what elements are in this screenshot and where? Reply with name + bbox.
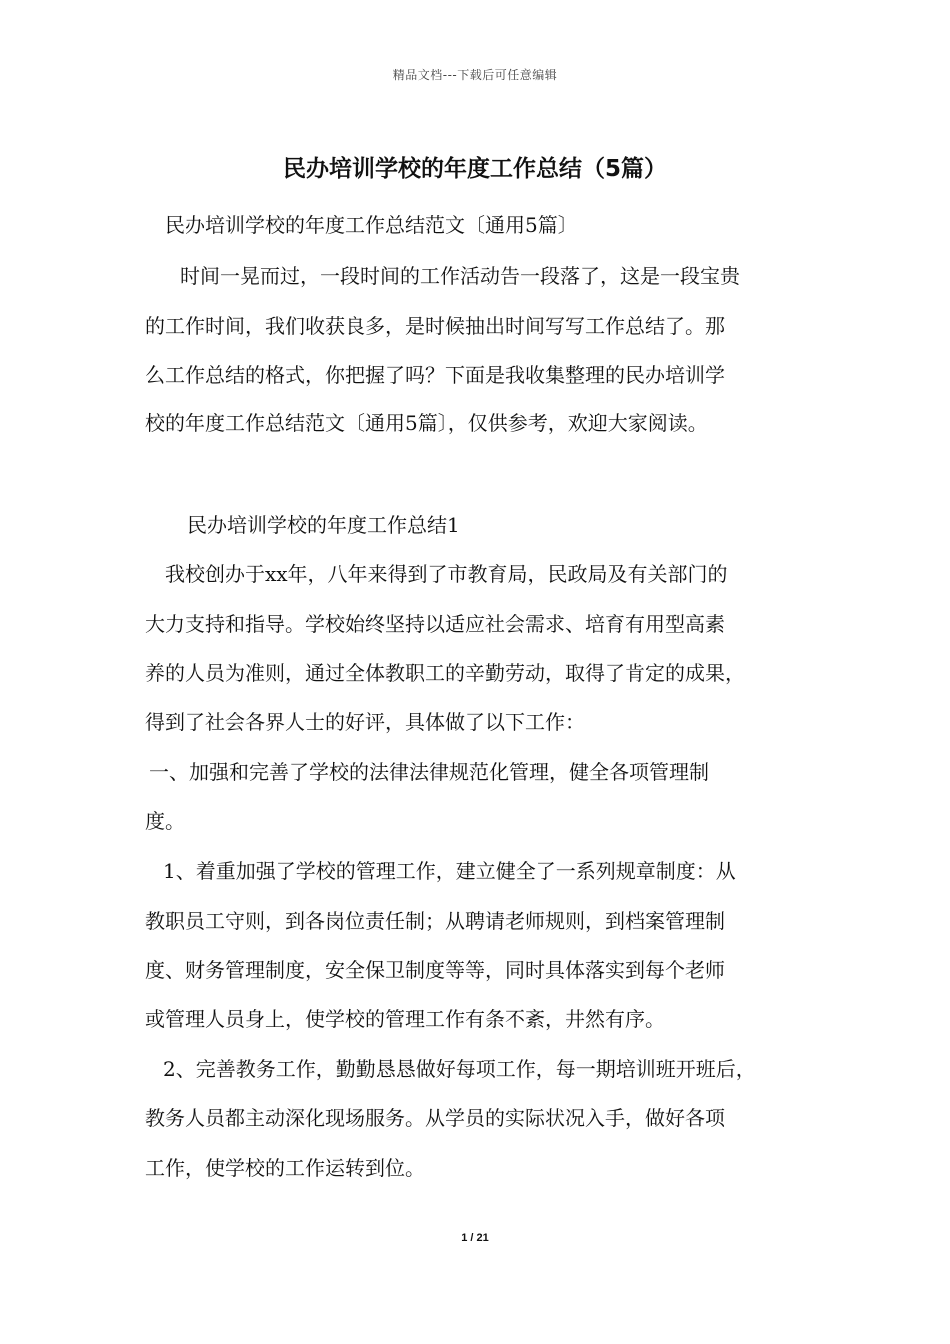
intro-line: 么工作总结的格式，你把握了吗？下面是我收集整理的民办培训学 <box>145 363 725 387</box>
page-number: 1 / 21 <box>461 1232 489 1244</box>
item-line: 工作，使学校的工作运转到位。 <box>145 1156 425 1180</box>
intro-line: 时间一晃而过，一段时间的工作活动告一段落了，这是一段宝贵 <box>180 264 740 288</box>
paragraph-line: 我校创办于xx年，八年来得到了市教育局，民政局及有关部门的 <box>165 562 728 586</box>
document-subtitle: 民办培训学校的年度工作总结范文〔通用5篇〕 <box>165 213 578 237</box>
point-line: 一、加强和完善了学校的法律法律规范化管理，健全各项管理制 <box>149 760 709 784</box>
intro-line: 校的年度工作总结范文〔通用5篇〕，仅供参考，欢迎大家阅读。 <box>145 411 708 435</box>
item-line: 2、完善教务工作，勤勤恳恳做好每项工作，每一期培训班开班后， <box>163 1057 756 1081</box>
section-heading: 民办培训学校的年度工作总结1 <box>187 513 460 537</box>
point-line: 度。 <box>145 809 185 833</box>
item-line: 1、着重加强了学校的管理工作，建立健全了一系列规章制度：从 <box>163 859 736 883</box>
paragraph-line: 养的人员为准则，通过全体教职工的辛勤劳动，取得了肯定的成果， <box>145 661 745 685</box>
paragraph-line: 大力支持和指导。学校始终坚持以适应社会需求、培育有用型高素 <box>145 612 725 636</box>
item-line: 或管理人员身上，使学校的管理工作有条不紊，井然有序。 <box>145 1007 665 1031</box>
page-header: 精品文档---下载后可任意编辑 <box>392 68 558 82</box>
intro-line: 的工作时间，我们收获良多，是时候抽出时间写写工作总结了。那 <box>145 314 725 338</box>
item-line: 度、财务管理制度，安全保卫制度等等，同时具体落实到每个老师 <box>145 958 725 982</box>
item-line: 教职员工守则，到各岗位责任制；从聘请老师规则，到档案管理制 <box>145 909 725 933</box>
paragraph-line: 得到了社会各界人士的好评，具体做了以下工作： <box>145 710 585 734</box>
item-line: 教务人员都主动深化现场服务。从学员的实际状况入手，做好各项 <box>145 1106 725 1130</box>
document-title: 民办培训学校的年度工作总结（5篇） <box>282 156 667 182</box>
